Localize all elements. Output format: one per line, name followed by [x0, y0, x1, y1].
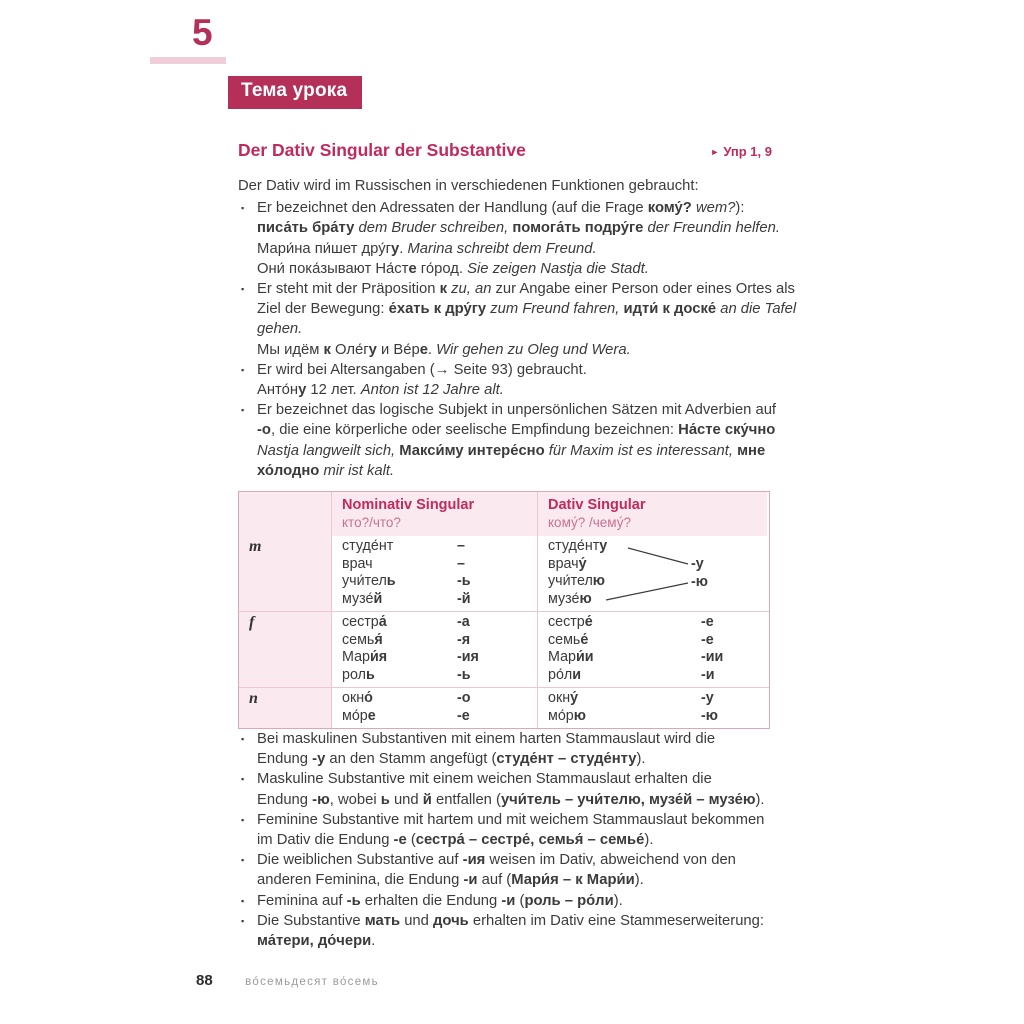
text-segment: Макси́му интере́сно — [399, 442, 545, 459]
text-line — [257, 911, 772, 931]
text-line — [257, 319, 772, 339]
text-segment: -и — [463, 872, 478, 889]
text-segment: Marina schreibt dem Freund. — [407, 240, 597, 257]
text-line — [342, 708, 537, 726]
rule-bullet-item — [238, 810, 772, 850]
dative-column-question: кому́? /чему́? — [548, 515, 631, 531]
text-segment: дочь — [433, 912, 469, 929]
chapter-bar — [150, 57, 226, 64]
content-column — [238, 140, 797, 951]
text-segment: сестр — [548, 614, 585, 631]
text-segment: На́сте ску́чно — [678, 422, 776, 439]
text-segment: -о — [257, 422, 271, 439]
text-segment: . — [371, 933, 376, 950]
text-segment: врач — [548, 555, 579, 572]
text-segment: й — [373, 590, 383, 607]
text-line — [342, 632, 537, 650]
text-segment: ): — [735, 200, 745, 217]
text-line — [257, 891, 772, 911]
text-line — [548, 708, 767, 726]
text-segment: Maskuline Substantive mit einem weichen Stammauslaut erhalten die — [257, 771, 712, 788]
text-line — [257, 360, 772, 380]
ending-label: -и — [701, 666, 715, 683]
text-segment: Feminina auf — [257, 892, 347, 909]
ending-label: -у — [701, 690, 714, 707]
text-segment: е́ — [584, 614, 593, 631]
ending-label: -е — [457, 707, 470, 724]
text-segment: семь — [548, 631, 581, 648]
text-segment: ю — [592, 573, 606, 590]
ending-label: -ю — [701, 707, 718, 724]
text-segment: Оле́г — [330, 341, 369, 358]
text-segment: -у — [312, 751, 326, 768]
text-segment: сестра́ – сестре́, семья́ – семье́ — [415, 832, 645, 849]
nominative-cell — [331, 612, 537, 687]
text-segment: Мари́на пи́шет дру́г — [257, 240, 391, 257]
rules-bullet-list — [238, 729, 772, 951]
text-line — [257, 299, 797, 319]
text-line — [257, 931, 772, 951]
rule-bullet-item — [238, 769, 772, 809]
rule-bullet-item — [238, 850, 772, 890]
text-line — [342, 667, 537, 685]
text-line — [257, 810, 772, 830]
text-segment: ). — [636, 751, 646, 768]
text-line — [257, 830, 772, 850]
text-segment: -ия — [462, 852, 486, 869]
text-segment: учи́тель – учи́телю, музе́й – музе́ю — [500, 791, 756, 808]
text-segment: Они́ пока́зывают На́ст — [257, 260, 409, 277]
text-segment: an den Stamm angefügt ( — [325, 751, 497, 768]
text-segment: anderen Feminina, die Endung — [257, 872, 464, 889]
text-segment: и — [572, 666, 582, 683]
text-segment: -ю — [312, 791, 330, 808]
bullet-text — [257, 279, 797, 360]
text-segment: ма́тери, до́чери — [257, 933, 372, 950]
text-line — [342, 538, 537, 556]
text-line — [257, 749, 772, 769]
text-segment: рол — [342, 666, 366, 683]
text-segment: gehen. — [257, 321, 303, 338]
text-line — [257, 198, 772, 218]
text-segment: ). — [634, 872, 644, 889]
exercise-reference-label: Упр 1, 9 — [723, 144, 772, 159]
text-segment: ( — [406, 832, 416, 849]
text-segment: е́хать к дру́гу — [388, 301, 487, 318]
text-segment: wem? — [695, 200, 736, 217]
nominative-column-title: Nominativ Singular — [342, 497, 475, 514]
text-segment: и Ве́р — [376, 341, 420, 358]
bullet-text — [257, 198, 780, 279]
text-line — [257, 461, 772, 481]
bullet-marker: ▪ — [241, 915, 245, 926]
text-segment: Bei maskulinen Substantiven mit einem harten Stammauslaut wird die — [257, 731, 716, 748]
text-segment: музе́ — [548, 590, 580, 607]
text-line — [342, 573, 537, 591]
table-row — [239, 611, 769, 687]
text-segment: кому́? — [647, 200, 692, 217]
text-segment: für Maxim ist es interessant, — [548, 442, 733, 459]
text-segment: музе́ — [342, 590, 374, 607]
ending-label: -й — [457, 590, 471, 607]
text-line — [257, 279, 795, 299]
text-segment: у́ — [570, 690, 579, 707]
text-segment: учи́тел — [342, 573, 387, 590]
page-number: 88 — [196, 972, 213, 989]
text-line — [342, 614, 537, 632]
text-segment: -и — [501, 892, 516, 909]
text-line — [342, 556, 537, 574]
text-segment: Wir gehen zu Oleg und Wera. — [436, 341, 631, 358]
ending-label: – — [457, 555, 465, 572]
ending-label: -ю — [691, 574, 708, 591]
text-segment: Sie zeigen Nastja die Stadt. — [467, 260, 649, 277]
text-line — [548, 632, 767, 650]
text-segment: Мари́я – к Мари́и — [511, 872, 635, 889]
text-line — [257, 850, 772, 870]
text-segment: ро́л — [548, 666, 573, 683]
text-line — [342, 649, 537, 667]
text-line — [548, 690, 767, 708]
intro-text: Der Dativ wird im Russischen in verschiedenen Funktionen gebraucht: — [238, 178, 699, 194]
section-header — [238, 140, 772, 161]
text-segment: хо́лодно — [257, 462, 320, 479]
ending-label: -а — [457, 614, 470, 631]
text-segment: Er bezeichnet das logische Subjekt in unpersönlichen Sätzen mit Adverbien auf — [257, 402, 777, 419]
text-segment: помога́ть подру́ге — [512, 220, 644, 237]
text-segment: ). — [644, 832, 654, 849]
text-line — [257, 259, 772, 279]
text-line — [257, 790, 772, 810]
text-segment: erhalten die Endung — [360, 892, 502, 909]
text-segment: zu, an — [451, 281, 492, 298]
dative-column-title: Dativ Singular — [548, 497, 646, 514]
table-body — [239, 536, 769, 728]
ending-label: -ии — [701, 649, 724, 666]
text-segment: Endung — [257, 791, 313, 808]
usage-bullet-item — [238, 400, 777, 481]
table-header-row — [239, 492, 769, 536]
text-segment: erhalten im Dativ eine Stammeserweiterung: — [468, 912, 764, 929]
bullet-text — [257, 810, 772, 850]
bullet-marker: ▪ — [241, 284, 245, 295]
ending-label: -о — [457, 690, 471, 707]
text-segment: у́ — [578, 555, 587, 572]
text-segment: . — [399, 240, 408, 257]
text-segment: an die Tafel — [720, 301, 797, 318]
text-segment: und — [389, 791, 423, 808]
text-segment: у — [599, 538, 608, 555]
bullet-text — [257, 911, 772, 951]
text-segment: ю — [573, 707, 586, 724]
text-segment: идти́ к доске́ — [623, 301, 717, 318]
table-header-gender-cell — [239, 492, 331, 536]
text-segment: мо́р — [342, 707, 368, 724]
bullet-marker: ▪ — [241, 895, 245, 906]
bullet-marker: ▪ — [241, 364, 245, 375]
text-segment: Feminine Substantive mit hartem und mit weichem Stammauslaut bekommen — [257, 811, 765, 828]
text-segment: к — [439, 281, 447, 298]
usage-bullet-item — [238, 198, 780, 279]
bullet-text — [257, 400, 777, 481]
text-segment: и́и — [575, 649, 594, 666]
text-line — [257, 340, 772, 360]
text-segment: о́ — [364, 690, 373, 707]
table-header-nominative-cell — [331, 492, 537, 536]
gender-cell — [239, 536, 331, 611]
text-line — [342, 690, 537, 708]
ending-label: -е — [701, 614, 714, 631]
rule-bullet-item — [238, 891, 772, 911]
text-segment: Мар — [548, 649, 576, 666]
bullet-text — [257, 769, 772, 809]
text-segment: Die weiblichen Substantive auf — [257, 852, 463, 869]
text-segment: Endung — [257, 751, 313, 768]
text-segment: окн — [548, 690, 571, 707]
table-row — [239, 687, 769, 728]
bullet-marker: ▪ — [241, 855, 245, 866]
text-segment: окн — [342, 690, 365, 707]
text-line — [257, 441, 772, 461]
text-segment: учи́тел — [548, 573, 593, 590]
text-segment: роль – ро́ли — [524, 892, 614, 909]
text-segment: к — [323, 341, 331, 358]
text-segment: -ь — [346, 892, 361, 909]
bullet-marker: ▪ — [241, 405, 245, 416]
text-segment: семь — [342, 631, 375, 648]
gender-cell — [239, 612, 331, 687]
text-segment: Мар — [342, 649, 370, 666]
text-segment: у — [368, 341, 377, 358]
text-segment: ). — [613, 892, 623, 909]
text-segment: ь — [365, 666, 375, 683]
text-segment: , wobei — [329, 791, 381, 808]
ending-label: -у — [691, 556, 704, 573]
text-segment: Nastja langweilt sich, — [257, 442, 396, 459]
text-line — [257, 218, 780, 238]
text-segment: 12 лет. — [306, 382, 361, 399]
usage-bullet-item — [238, 279, 797, 360]
text-segment: Anton ist 12 Jahre alt. — [360, 382, 504, 399]
ending-label: -ь — [457, 666, 471, 683]
text-segment: der Freundin helfen. — [647, 220, 780, 237]
text-segment: студе́нт — [548, 538, 600, 555]
text-segment: auf ( — [477, 872, 512, 889]
nominative-cell — [331, 688, 537, 728]
text-segment: und — [400, 912, 433, 929]
rule-bullet-item — [238, 911, 772, 951]
gender-label: f — [249, 614, 255, 632]
text-segment: Er steht mit der Präposition — [257, 281, 440, 298]
text-segment: у — [298, 382, 307, 399]
text-segment: -е — [393, 832, 407, 849]
text-segment: im Dativ die Endung — [257, 832, 394, 849]
text-segment: е — [367, 707, 376, 724]
text-segment: zur Angabe einer Person oder eines Ortes als — [491, 281, 795, 298]
text-segment: сестр — [342, 614, 379, 631]
text-line — [257, 420, 776, 440]
text-line — [257, 769, 772, 789]
text-segment: го́род. — [416, 260, 468, 277]
text-segment: студе́нт – студе́нту — [496, 751, 637, 768]
bullet-marker: ▪ — [241, 203, 245, 214]
usage-bullet-item — [238, 360, 772, 400]
bullet-text — [257, 360, 772, 400]
text-segment: я́ — [374, 631, 383, 648]
text-line — [257, 729, 772, 749]
bullet-text — [257, 850, 772, 890]
text-segment: а́ — [378, 614, 387, 631]
ending-label: – — [457, 538, 465, 555]
text-line — [342, 591, 537, 609]
text-segment: мне — [737, 442, 766, 459]
text-segment: weisen im Dativ, abweichend von den — [485, 852, 736, 869]
text-segment: entfallen ( — [431, 791, 501, 808]
text-line — [548, 556, 767, 574]
text-line — [548, 538, 767, 556]
text-line — [257, 239, 772, 259]
bullet-marker: ▪ — [241, 734, 245, 745]
text-line — [548, 614, 767, 632]
text-line — [257, 400, 777, 420]
dative-cell — [537, 688, 767, 728]
text-segment: писа́ть бра́ту — [257, 220, 355, 237]
bullet-text — [257, 891, 772, 911]
ending-label: -е — [701, 631, 714, 648]
text-segment: ю — [579, 590, 592, 607]
text-segment: Мы идём — [257, 341, 324, 358]
text-segment: ь — [380, 791, 390, 808]
text-segment: ( — [515, 892, 525, 909]
bullet-text — [257, 729, 772, 769]
page-number-in-words: во́семьдесят во́семь — [245, 976, 379, 988]
bullet-marker: ▪ — [241, 814, 245, 825]
text-segment: й — [422, 791, 432, 808]
text-segment: mir ist kalt. — [323, 462, 395, 479]
text-segment: врач — [342, 555, 373, 572]
text-segment: , die eine körperliche oder seelische Empfindung bezeichnen: — [270, 422, 679, 439]
text-segment: ). — [755, 791, 765, 808]
text-segment: zum Freund fahren, — [490, 301, 620, 318]
page-footer — [196, 972, 379, 990]
bullet-marker: ▪ — [241, 774, 245, 785]
dative-cell — [537, 536, 767, 611]
nominative-column-question: кто?/что? — [342, 515, 401, 531]
text-line — [257, 870, 772, 890]
text-segment: Анто́н — [257, 382, 299, 399]
lesson-topic-badge: Тема урока — [228, 76, 362, 109]
text-line — [548, 649, 767, 667]
rule-bullet-item — [238, 729, 772, 769]
text-segment: е — [419, 341, 428, 358]
text-segment: е́ — [580, 631, 589, 648]
ending-label: -ия — [457, 649, 479, 666]
ending-label: -я — [457, 631, 471, 648]
text-segment: мать — [364, 912, 401, 929]
dative-cell — [537, 612, 767, 687]
text-line — [548, 667, 767, 685]
gender-label: n — [249, 690, 258, 708]
text-line — [257, 380, 772, 400]
gender-cell — [239, 688, 331, 728]
exercise-reference — [710, 144, 772, 159]
declension-table — [238, 491, 770, 729]
text-line — [548, 573, 767, 591]
text-segment: мо́р — [548, 707, 574, 724]
usage-bullet-list — [238, 198, 797, 481]
text-segment: студе́нт — [342, 538, 394, 555]
text-segment: Er wird bei Altersangaben (→ Seite 93) gebraucht. — [257, 361, 587, 378]
section-title: Der Dativ Singular der Substantive — [238, 140, 526, 160]
text-segment: dem Bruder schreiben, — [358, 220, 509, 237]
text-segment: у — [391, 240, 400, 257]
text-segment: и́я — [369, 649, 388, 666]
table-row — [239, 536, 769, 611]
arrow-right-icon: ► — [710, 147, 720, 157]
text-line — [548, 591, 767, 609]
text-segment: Er bezeichnet den Adressaten der Handlung (auf die Frage — [257, 200, 648, 217]
ending-label: -ь — [457, 573, 471, 590]
text-segment: е — [408, 260, 417, 277]
text-segment: Ziel der Bewegung: — [257, 301, 389, 318]
gender-label: m — [249, 538, 262, 556]
nominative-cell — [331, 536, 537, 611]
text-segment: Die Substantive — [257, 912, 365, 929]
text-segment: ь — [386, 573, 396, 590]
table-header-dative-cell — [537, 492, 767, 536]
chapter-number: 5 — [192, 12, 213, 53]
text-segment: . — [427, 341, 437, 358]
